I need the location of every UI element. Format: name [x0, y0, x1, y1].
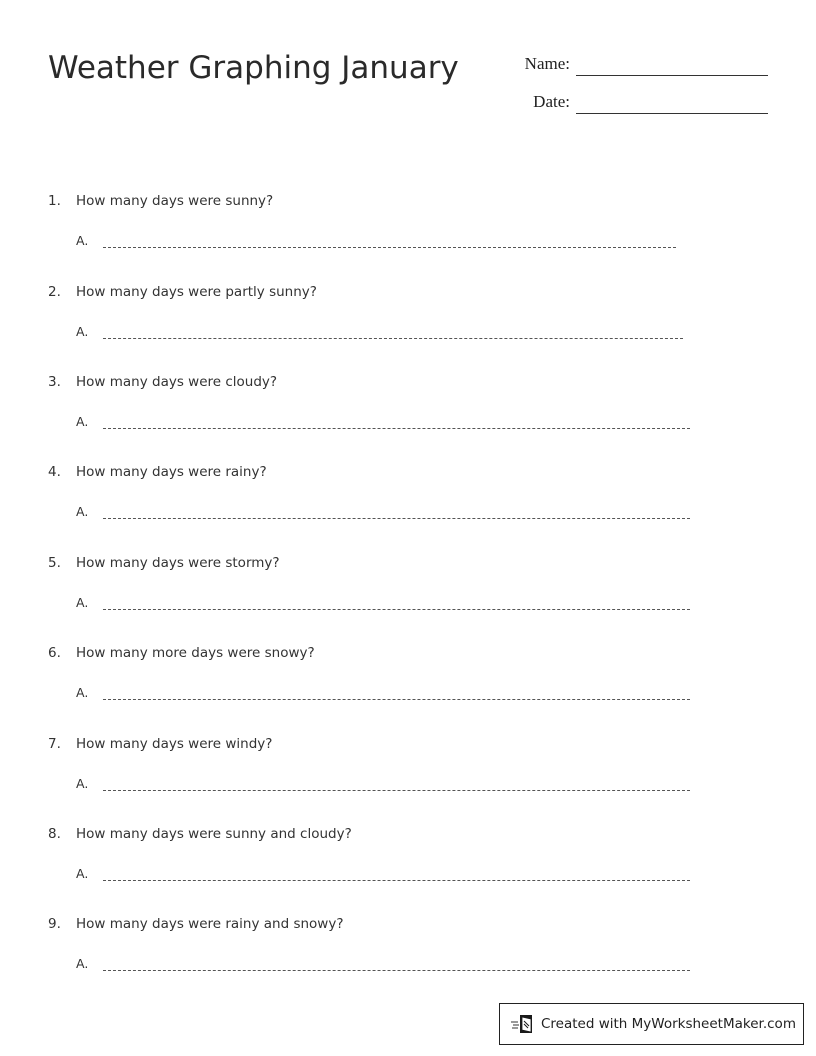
- answer-row: [76, 324, 696, 342]
- footer-badge: [499, 1003, 804, 1045]
- question-text: How many more days were snowy?: [76, 645, 315, 661]
- answer-label: A.: [76, 414, 89, 429]
- answer-line[interactable]: [103, 247, 676, 248]
- answer-row: [76, 233, 696, 251]
- answer-row: [76, 776, 696, 794]
- answer-line[interactable]: [103, 880, 690, 881]
- answer-line[interactable]: [103, 609, 690, 610]
- answer-line[interactable]: [103, 790, 690, 791]
- answer-label: A.: [76, 866, 89, 881]
- question-number: 5.: [48, 555, 61, 571]
- footer-text: Created with MyWorksheetMaker.com: [541, 1016, 796, 1032]
- question-number: 6.: [48, 645, 61, 661]
- question-number: 8.: [48, 826, 61, 842]
- worksheet-logo-icon: [510, 1013, 536, 1035]
- question-number: 1.: [48, 193, 61, 209]
- answer-line[interactable]: [103, 699, 690, 700]
- name-input-line[interactable]: [576, 75, 768, 76]
- question-text: How many days were rainy?: [76, 464, 267, 480]
- answer-label: A.: [76, 685, 89, 700]
- answer-label: A.: [76, 956, 89, 971]
- name-field: [500, 50, 770, 80]
- answer-row: [76, 956, 696, 974]
- answer-label: A.: [76, 776, 89, 791]
- question-text: How many days were windy?: [76, 736, 273, 752]
- answer-label: A.: [76, 233, 89, 248]
- question-text: How many days were sunny?: [76, 193, 274, 209]
- answer-line[interactable]: [103, 338, 683, 339]
- answer-row: [76, 866, 696, 884]
- answer-row: [76, 595, 696, 613]
- question-text: How many days were partly sunny?: [76, 284, 317, 300]
- question-text: How many days were rainy and snowy?: [76, 916, 344, 932]
- answer-label: A.: [76, 595, 89, 610]
- answer-label: A.: [76, 504, 89, 519]
- worksheet-title: Weather Graphing January: [48, 50, 459, 86]
- question-number: 9.: [48, 916, 61, 932]
- answer-row: [76, 414, 696, 432]
- date-input-line[interactable]: [576, 113, 768, 114]
- answer-line[interactable]: [103, 970, 690, 971]
- answer-row: [76, 685, 696, 703]
- answer-label: A.: [76, 324, 89, 339]
- answer-row: [76, 504, 696, 522]
- answer-line[interactable]: [103, 428, 690, 429]
- question-number: 4.: [48, 464, 61, 480]
- question-text: How many days were stormy?: [76, 555, 280, 571]
- question-number: 7.: [48, 736, 61, 752]
- answer-line[interactable]: [103, 518, 690, 519]
- date-field: [500, 88, 770, 118]
- name-label: Name:: [524, 54, 570, 73]
- question-number: 3.: [48, 374, 61, 390]
- question-text: How many days were sunny and cloudy?: [76, 826, 352, 842]
- question-text: How many days were cloudy?: [76, 374, 278, 390]
- question-number: 2.: [48, 284, 61, 300]
- date-label: Date:: [533, 92, 570, 111]
